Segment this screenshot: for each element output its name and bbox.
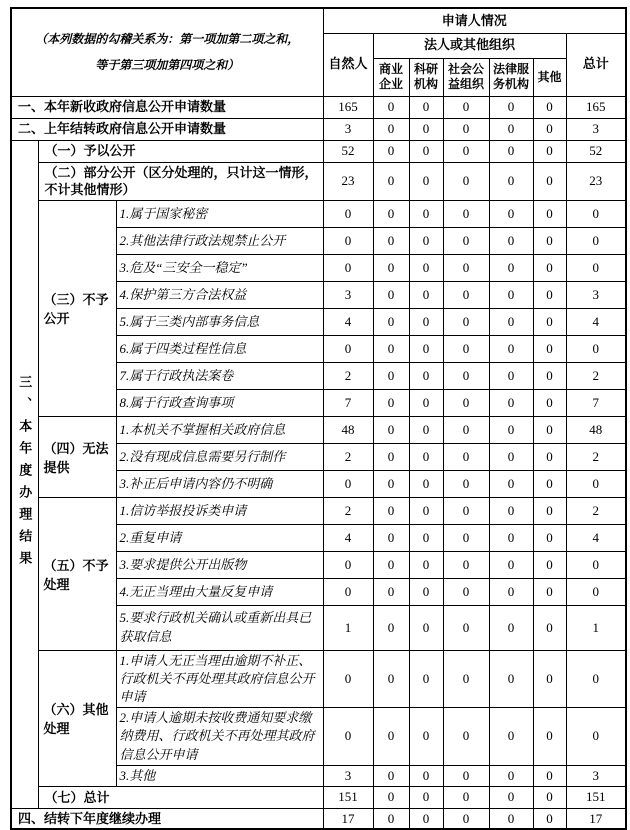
value-cell: 0: [443, 765, 489, 786]
value-cell: 0: [533, 416, 566, 443]
value-cell: 0: [443, 786, 489, 808]
value-cell: 0: [409, 578, 443, 605]
value-cell: 0: [323, 254, 373, 281]
value-cell: 0: [533, 281, 566, 308]
header-legal-org: 法人或其他组织: [373, 33, 566, 58]
value-cell: 7: [323, 389, 373, 416]
value-cell: 0: [373, 605, 409, 650]
value-cell: 0: [409, 808, 443, 829]
row-info-not-held: [11, 416, 626, 443]
row-carried-to-next-year: [11, 808, 626, 829]
row-label: 1.属于国家秘密: [116, 200, 323, 227]
value-cell: 0: [566, 335, 626, 362]
row-label: 6.属于四类过程性信息: [116, 335, 323, 362]
value-cell: 0: [533, 808, 566, 829]
row-label: 5.要求行政机关确认或重新出具已获取信息: [116, 605, 323, 650]
header-other-org: 其他: [533, 58, 566, 96]
value-cell: 0: [323, 470, 373, 497]
header-row-1: [11, 8, 626, 33]
value-cell: 0: [443, 96, 489, 118]
value-cell: 0: [323, 708, 373, 766]
value-cell: 0: [489, 227, 533, 254]
value-cell: 17: [566, 808, 626, 829]
value-cell: 0: [489, 605, 533, 650]
value-cell: 0: [373, 389, 409, 416]
value-cell: 0: [373, 578, 409, 605]
value-cell: 2: [323, 497, 373, 524]
value-cell: 17: [323, 808, 373, 829]
value-cell: 0: [489, 551, 533, 578]
value-cell: 0: [443, 254, 489, 281]
row-label: （二）部分公开（区分处理的，只计这一情形，不计其他情形）: [38, 162, 323, 200]
header-legal-service-org: 法律服务机构: [489, 58, 533, 96]
value-cell: 0: [443, 140, 489, 162]
value-cell: 165: [566, 96, 626, 118]
value-cell: 0: [533, 578, 566, 605]
value-cell: 0: [409, 96, 443, 118]
value-cell: 52: [323, 140, 373, 162]
value-cell: 23: [566, 162, 626, 200]
value-cell: 0: [489, 118, 533, 140]
group-label-refusal: （三）不予公开: [38, 200, 116, 416]
value-cell: 3: [566, 118, 626, 140]
section-results-label-cell: [11, 140, 38, 808]
value-cell: 0: [533, 118, 566, 140]
value-cell: 0: [323, 650, 373, 708]
header-commercial-enterprise: 商业企业: [373, 58, 409, 96]
value-cell: 0: [443, 605, 489, 650]
value-cell: 0: [409, 497, 443, 524]
value-cell: 1: [566, 605, 626, 650]
value-cell: 0: [443, 281, 489, 308]
row-label: 3.补正后申请内容仍不明确: [116, 470, 323, 497]
header-total: 总计: [566, 33, 626, 96]
row-label: 4.保护第三方合法权益: [116, 281, 323, 308]
value-cell: 0: [489, 786, 533, 808]
disclosure-statistics-table: [10, 7, 627, 830]
value-cell: 0: [533, 308, 566, 335]
value-cell: 0: [409, 308, 443, 335]
value-cell: 0: [373, 443, 409, 470]
value-cell: 0: [489, 524, 533, 551]
row-label: 7.属于行政执法案卷: [116, 362, 323, 389]
value-cell: 0: [443, 708, 489, 766]
value-cell: 0: [443, 308, 489, 335]
value-cell: 0: [443, 524, 489, 551]
value-cell: 0: [443, 362, 489, 389]
value-cell: 0: [489, 96, 533, 118]
value-cell: 0: [443, 578, 489, 605]
value-cell: 0: [373, 227, 409, 254]
row-state-secret: [11, 200, 626, 227]
header-research-institution: 科研机构: [409, 58, 443, 96]
value-cell: 0: [409, 281, 443, 308]
value-cell: 0: [409, 650, 443, 708]
value-cell: 4: [323, 308, 373, 335]
value-cell: 52: [566, 140, 626, 162]
value-cell: 0: [409, 227, 443, 254]
row-label: 2.其他法律行政法规禁止公开: [116, 227, 323, 254]
note-line-1: （本列数据的勾稽关系为：第一项加第二项之和，: [35, 32, 300, 47]
group-label-other-processing: （六）其他处理: [38, 650, 116, 786]
value-cell: 0: [409, 118, 443, 140]
value-cell: 0: [489, 470, 533, 497]
row-petition-complaint: [11, 497, 626, 524]
value-cell: 0: [409, 254, 443, 281]
value-cell: 2: [566, 497, 626, 524]
value-cell: 0: [489, 335, 533, 362]
group-label-not-processed: （五）不予处理: [38, 497, 116, 650]
row-partial-disclosure: [11, 162, 626, 200]
value-cell: 0: [373, 708, 409, 766]
row-label: 3.危及“三安全一稳定”: [116, 254, 323, 281]
value-cell: 0: [489, 808, 533, 829]
value-cell: 3: [323, 281, 373, 308]
value-cell: 23: [323, 162, 373, 200]
row-label: 8.属于行政查询事项: [116, 389, 323, 416]
value-cell: 0: [533, 389, 566, 416]
value-cell: 0: [409, 786, 443, 808]
value-cell: 0: [533, 162, 566, 200]
value-cell: 0: [566, 650, 626, 708]
value-cell: 0: [533, 362, 566, 389]
value-cell: 0: [533, 605, 566, 650]
value-cell: 0: [373, 808, 409, 829]
value-cell: 0: [443, 389, 489, 416]
value-cell: 0: [443, 470, 489, 497]
row-label: 四、结转下年度继续办理: [11, 808, 323, 829]
value-cell: 0: [533, 470, 566, 497]
value-cell: 0: [373, 281, 409, 308]
value-cell: 0: [443, 443, 489, 470]
value-cell: 0: [489, 389, 533, 416]
value-cell: 0: [373, 162, 409, 200]
value-cell: 0: [489, 443, 533, 470]
value-cell: 0: [409, 200, 443, 227]
value-cell: 0: [409, 524, 443, 551]
value-cell: 0: [373, 786, 409, 808]
value-cell: 0: [489, 708, 533, 766]
row-label: 1.申请人无正当理由逾期不补正、行政机关不再处理其政府信息公开申请: [116, 650, 323, 708]
value-cell: 0: [323, 227, 373, 254]
value-cell: 2: [323, 443, 373, 470]
value-cell: 0: [373, 650, 409, 708]
value-cell: 0: [489, 162, 533, 200]
value-cell: 0: [566, 254, 626, 281]
value-cell: 0: [373, 96, 409, 118]
value-cell: 0: [489, 281, 533, 308]
value-cell: 0: [409, 416, 443, 443]
row-label: （一）予以公开: [38, 140, 323, 162]
row-label: 3.其他: [116, 765, 323, 786]
value-cell: 0: [443, 416, 489, 443]
value-cell: 0: [409, 605, 443, 650]
value-cell: 0: [489, 200, 533, 227]
value-cell: 4: [566, 524, 626, 551]
header-public-welfare-org: 社会公益组织: [443, 58, 489, 96]
value-cell: 0: [533, 200, 566, 227]
value-cell: 0: [566, 200, 626, 227]
row-label: 4.无正当理由大量反复申请: [116, 578, 323, 605]
group-label-unable-to-provide: （四）无法提供: [38, 416, 116, 497]
value-cell: 0: [566, 708, 626, 766]
value-cell: 0: [323, 200, 373, 227]
value-cell: 0: [443, 200, 489, 227]
value-cell: 0: [409, 551, 443, 578]
value-cell: 1: [323, 605, 373, 650]
value-cell: 0: [533, 786, 566, 808]
row-label: 二、上年结转政府信息公开申请数量: [11, 118, 323, 140]
value-cell: 0: [373, 254, 409, 281]
header-natural-person: 自然人: [323, 33, 373, 96]
value-cell: 0: [489, 416, 533, 443]
value-cell: 0: [566, 551, 626, 578]
value-cell: 3: [566, 281, 626, 308]
value-cell: 0: [443, 650, 489, 708]
value-cell: 0: [323, 551, 373, 578]
value-cell: 48: [323, 416, 373, 443]
value-cell: 0: [443, 335, 489, 362]
value-cell: 0: [489, 650, 533, 708]
value-cell: 3: [323, 118, 373, 140]
value-cell: 0: [566, 227, 626, 254]
value-cell: 0: [409, 443, 443, 470]
value-cell: 0: [489, 497, 533, 524]
value-cell: 2: [566, 443, 626, 470]
value-cell: 0: [533, 96, 566, 118]
value-cell: 0: [409, 362, 443, 389]
value-cell: 0: [489, 308, 533, 335]
section-results-label: 三、本年度办理结果: [17, 375, 33, 574]
note-line-2: 等于第三项加第四项之和）: [95, 58, 240, 73]
row-label: 1.本机关不掌握相关政府信息: [116, 416, 323, 443]
row-label: 2.重复申请: [116, 524, 323, 551]
value-cell: 0: [373, 308, 409, 335]
row-label: （七）总计: [38, 786, 323, 808]
value-cell: 48: [566, 416, 626, 443]
value-cell: 0: [533, 497, 566, 524]
value-cell: 0: [409, 335, 443, 362]
value-cell: 0: [409, 140, 443, 162]
value-cell: 4: [323, 524, 373, 551]
value-cell: 3: [566, 765, 626, 786]
value-cell: 0: [443, 227, 489, 254]
value-cell: 0: [533, 551, 566, 578]
value-cell: 0: [533, 708, 566, 766]
value-cell: 0: [373, 524, 409, 551]
value-cell: 0: [443, 118, 489, 140]
value-cell: 0: [373, 362, 409, 389]
value-cell: 0: [489, 362, 533, 389]
value-cell: 0: [533, 443, 566, 470]
value-cell: 7: [566, 389, 626, 416]
value-cell: 0: [373, 551, 409, 578]
row-label: 3.要求提供公开出版物: [116, 551, 323, 578]
value-cell: 0: [533, 227, 566, 254]
value-cell: 3: [323, 765, 373, 786]
value-cell: 0: [373, 470, 409, 497]
value-cell: 0: [566, 578, 626, 605]
value-cell: 0: [409, 470, 443, 497]
value-cell: 0: [533, 335, 566, 362]
value-cell: 0: [489, 578, 533, 605]
row-label: 5.属于三类内部事务信息: [116, 308, 323, 335]
value-cell: 0: [409, 162, 443, 200]
value-cell: 0: [566, 470, 626, 497]
row-label: 2.没有现成信息需要另行制作: [116, 443, 323, 470]
header-applicant-info: 申请人情况: [323, 8, 626, 33]
value-cell: 4: [566, 308, 626, 335]
row-carried-over-applications: [11, 118, 626, 140]
value-cell: 165: [323, 96, 373, 118]
value-cell: 0: [533, 650, 566, 708]
value-cell: 0: [489, 765, 533, 786]
value-cell: 2: [323, 362, 373, 389]
value-cell: 0: [443, 497, 489, 524]
value-cell: 0: [373, 416, 409, 443]
value-cell: 151: [323, 786, 373, 808]
row-label: 1.信访举报投诉类申请: [116, 497, 323, 524]
value-cell: 0: [443, 808, 489, 829]
value-cell: 0: [409, 389, 443, 416]
value-cell: 0: [373, 335, 409, 362]
value-cell: 0: [373, 140, 409, 162]
value-cell: 0: [323, 578, 373, 605]
value-cell: 0: [533, 524, 566, 551]
row-overdue-no-correction: [11, 650, 626, 708]
value-cell: 0: [443, 551, 489, 578]
value-cell: 0: [373, 497, 409, 524]
value-cell: 0: [443, 162, 489, 200]
value-cell: 0: [489, 140, 533, 162]
value-cell: 0: [489, 254, 533, 281]
value-cell: 0: [409, 708, 443, 766]
value-cell: 0: [373, 118, 409, 140]
value-cell: 151: [566, 786, 626, 808]
value-cell: 0: [533, 140, 566, 162]
row-new-applications: [11, 96, 626, 118]
value-cell: 0: [373, 200, 409, 227]
row-granted-disclosure: [11, 140, 626, 162]
value-cell: 0: [373, 765, 409, 786]
value-cell: 2: [566, 362, 626, 389]
note-cell: [11, 8, 323, 96]
value-cell: 0: [533, 254, 566, 281]
row-subtotal: [11, 786, 626, 808]
value-cell: 0: [533, 765, 566, 786]
row-label: 一、本年新收政府信息公开申请数量: [11, 96, 323, 118]
row-label: 2.申请人逾期未按收费通知要求缴纳费用、行政机关不再处理其政府信息公开申请: [116, 708, 323, 766]
value-cell: 0: [323, 335, 373, 362]
value-cell: 0: [409, 765, 443, 786]
